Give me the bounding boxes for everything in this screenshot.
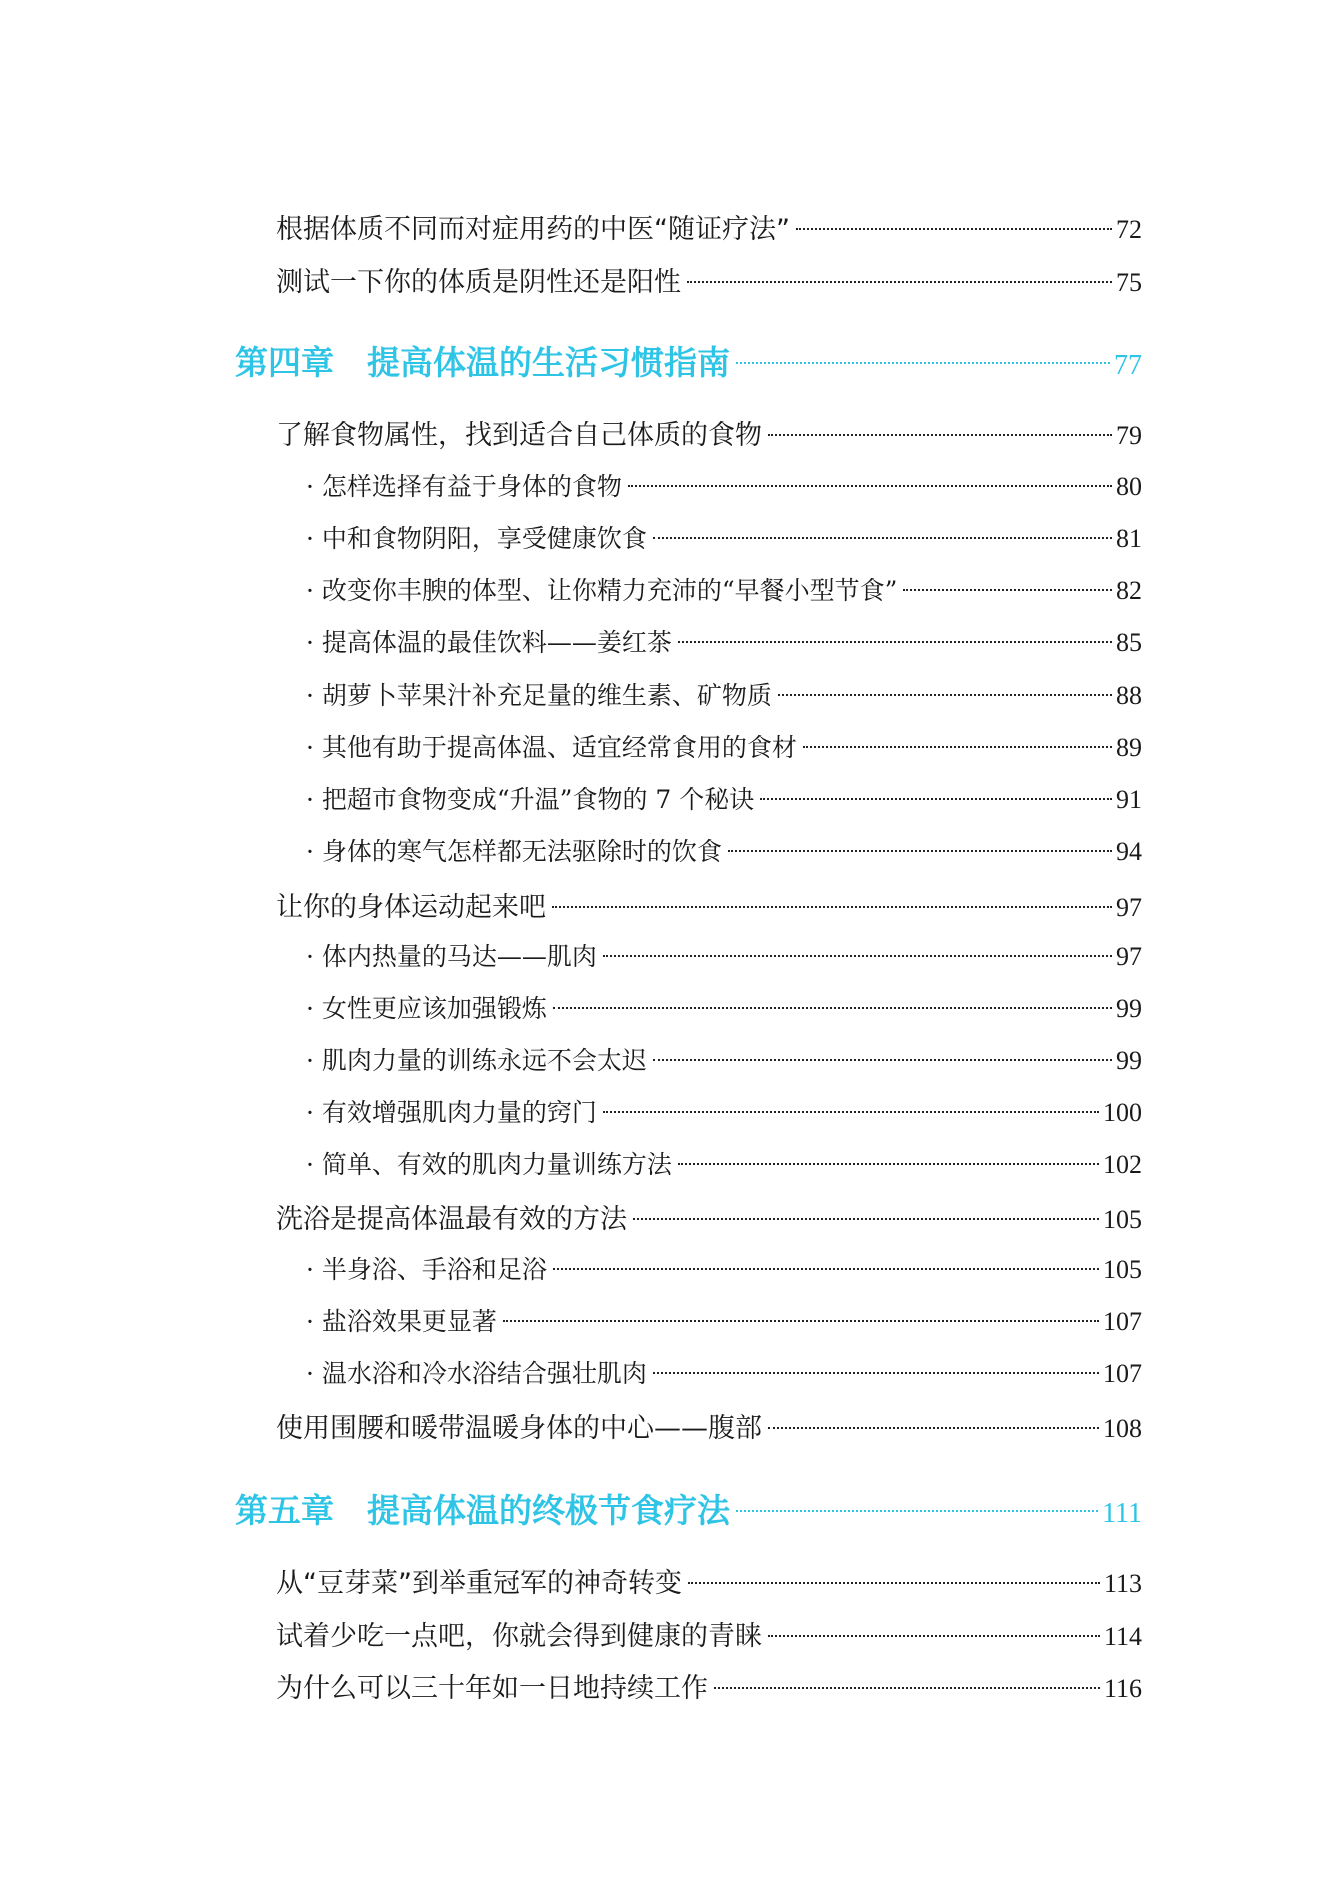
entry-title: · 把超市食物变成“升温”食物的 7 个秘诀 — [306, 785, 755, 814]
toc-section-entry — [276, 260, 1142, 299]
toc-subsection-entry — [306, 1354, 1142, 1390]
dot-leader — [768, 1635, 1100, 1637]
toc-section-entry — [276, 1666, 1142, 1705]
page-number: 111 — [1102, 1498, 1142, 1529]
entry-title: · 半身浴、手浴和足浴 — [306, 1255, 547, 1284]
entry-title: · 有效增强肌肉力量的窍门 — [306, 1098, 597, 1127]
dot-leader — [728, 850, 1112, 852]
toc-subsection-entry — [306, 1093, 1142, 1129]
toc-section-entry — [276, 1614, 1142, 1653]
page-number: 99 — [1116, 994, 1142, 1023]
dot-leader — [803, 746, 1112, 748]
page-number: 88 — [1116, 681, 1142, 710]
page-number: 100 — [1103, 1098, 1142, 1127]
page-number: 77 — [1114, 350, 1142, 381]
dot-leader — [903, 589, 1112, 591]
dot-leader — [678, 1163, 1099, 1165]
entry-title: · 胡萝卜苹果汁补充足量的维生素、矿物质 — [306, 681, 772, 710]
page-number: 107 — [1103, 1359, 1142, 1388]
dot-leader — [653, 1372, 1099, 1374]
entry-title: · 简单、有效的肌肉力量训练方法 — [306, 1150, 672, 1179]
dot-leader — [714, 1687, 1100, 1689]
entry-title: · 温水浴和冷水浴结合强壮肌肉 — [306, 1359, 647, 1388]
toc-section-entry — [276, 1197, 1142, 1236]
entry-title: 了解食物属性，找到适合自己体质的食物 — [276, 420, 762, 451]
page-number: 105 — [1103, 1205, 1142, 1234]
entry-title: · 体内热量的马达——肌肉 — [306, 942, 597, 971]
dot-leader — [653, 1059, 1112, 1061]
page-number: 94 — [1116, 837, 1142, 866]
dot-leader — [736, 362, 1110, 364]
entry-title: 从“豆芽菜”到举重冠军的神奇转变 — [276, 1568, 682, 1599]
dot-leader — [552, 906, 1112, 908]
toc-section-entry — [276, 1406, 1142, 1445]
page-number: 82 — [1116, 576, 1142, 605]
page-number: 81 — [1116, 524, 1142, 553]
page-number: 72 — [1116, 215, 1142, 244]
entry-title: · 身体的寒气怎样都无法驱除时的饮食 — [306, 837, 722, 866]
toc-subsection-entry — [306, 571, 1142, 607]
page-number: 79 — [1116, 421, 1142, 450]
entry-title: · 中和食物阴阳，享受健康饮食 — [306, 524, 647, 553]
entry-title: 为什么可以三十年如一日地持续工作 — [276, 1673, 708, 1704]
toc-subsection-entry — [306, 1250, 1142, 1286]
dot-leader — [688, 1582, 1100, 1584]
toc-subsection-entry — [306, 519, 1142, 555]
page-number: 102 — [1103, 1150, 1142, 1179]
dot-leader — [736, 1510, 1098, 1512]
entry-title: 试着少吃一点吧，你就会得到健康的青睐 — [276, 1621, 762, 1652]
toc-subsection-entry — [306, 1302, 1142, 1338]
entry-title: · 女性更应该加强锻炼 — [306, 994, 547, 1023]
dot-leader — [553, 1007, 1112, 1009]
dot-leader — [603, 1111, 1099, 1113]
entry-title: 使用围腰和暖带温暖身体的中心——腹部 — [276, 1413, 762, 1444]
entry-title: 让你的身体运动起来吧 — [276, 892, 546, 923]
entry-title: · 盐浴效果更显著 — [306, 1307, 497, 1336]
dot-leader — [687, 281, 1112, 283]
page-number: 85 — [1116, 628, 1142, 657]
page-number: 108 — [1103, 1414, 1142, 1443]
page-number: 116 — [1103, 1674, 1142, 1703]
dot-leader — [633, 1218, 1099, 1220]
page-number: 105 — [1103, 1255, 1142, 1284]
toc-subsection-entry — [306, 937, 1142, 973]
page-number: 113 — [1103, 1569, 1142, 1598]
toc-subsection-entry — [306, 832, 1142, 868]
page-number: 97 — [1116, 893, 1142, 922]
toc-subsection-entry — [306, 728, 1142, 764]
page-number: 99 — [1116, 1046, 1142, 1075]
page-number: 80 — [1116, 472, 1142, 501]
page-number: 97 — [1116, 942, 1142, 971]
toc-subsection-entry — [306, 676, 1142, 712]
dot-leader — [628, 485, 1112, 487]
page-number: 107 — [1103, 1307, 1142, 1336]
dot-leader — [653, 537, 1112, 539]
entry-title: 测试一下你的体质是阴性还是阳性 — [276, 267, 681, 298]
toc-section-entry — [276, 885, 1142, 924]
page-number: 75 — [1116, 268, 1142, 297]
dot-leader — [778, 694, 1112, 696]
toc-chapter-entry — [235, 337, 1142, 384]
toc-subsection-entry — [306, 989, 1142, 1025]
entry-title: 洗浴是提高体温最有效的方法 — [276, 1204, 627, 1235]
entry-title: · 提高体温的最佳饮料——姜红茶 — [306, 628, 672, 657]
toc-section-entry — [276, 1561, 1142, 1600]
dot-leader — [760, 798, 1112, 800]
toc-section-entry — [276, 413, 1142, 452]
dot-leader — [553, 1268, 1099, 1270]
dot-leader — [603, 955, 1112, 957]
toc-subsection-entry — [306, 780, 1142, 816]
dot-leader — [768, 434, 1112, 436]
entry-title: 第四章 提高体温的生活习惯指南 — [235, 343, 730, 382]
entry-title: 第五章 提高体温的终极节食疗法 — [235, 1491, 730, 1530]
entry-title: · 肌肉力量的训练永远不会太迟 — [306, 1046, 647, 1075]
entry-title: · 怎样选择有益于身体的食物 — [306, 472, 622, 501]
toc-subsection-entry — [306, 623, 1142, 659]
entry-title: · 其他有助于提高体温、适宜经常食用的食材 — [306, 733, 797, 762]
page-number: 114 — [1103, 1622, 1142, 1651]
toc-section-entry — [276, 207, 1142, 246]
toc-chapter-entry — [235, 1485, 1142, 1532]
toc-subsection-entry — [306, 1145, 1142, 1181]
page-number: 91 — [1116, 785, 1142, 814]
page-number: 89 — [1116, 733, 1142, 762]
toc-subsection-entry — [306, 1041, 1142, 1077]
entry-title: 根据体质不同而对症用药的中医“随证疗法” — [276, 214, 790, 245]
dot-leader — [796, 228, 1112, 230]
dot-leader — [768, 1427, 1099, 1429]
dot-leader — [678, 641, 1112, 643]
entry-title: · 改变你丰腴的体型、让你精力充沛的“早餐小型节食” — [306, 576, 898, 605]
dot-leader — [503, 1320, 1099, 1322]
toc-subsection-entry — [306, 467, 1142, 503]
